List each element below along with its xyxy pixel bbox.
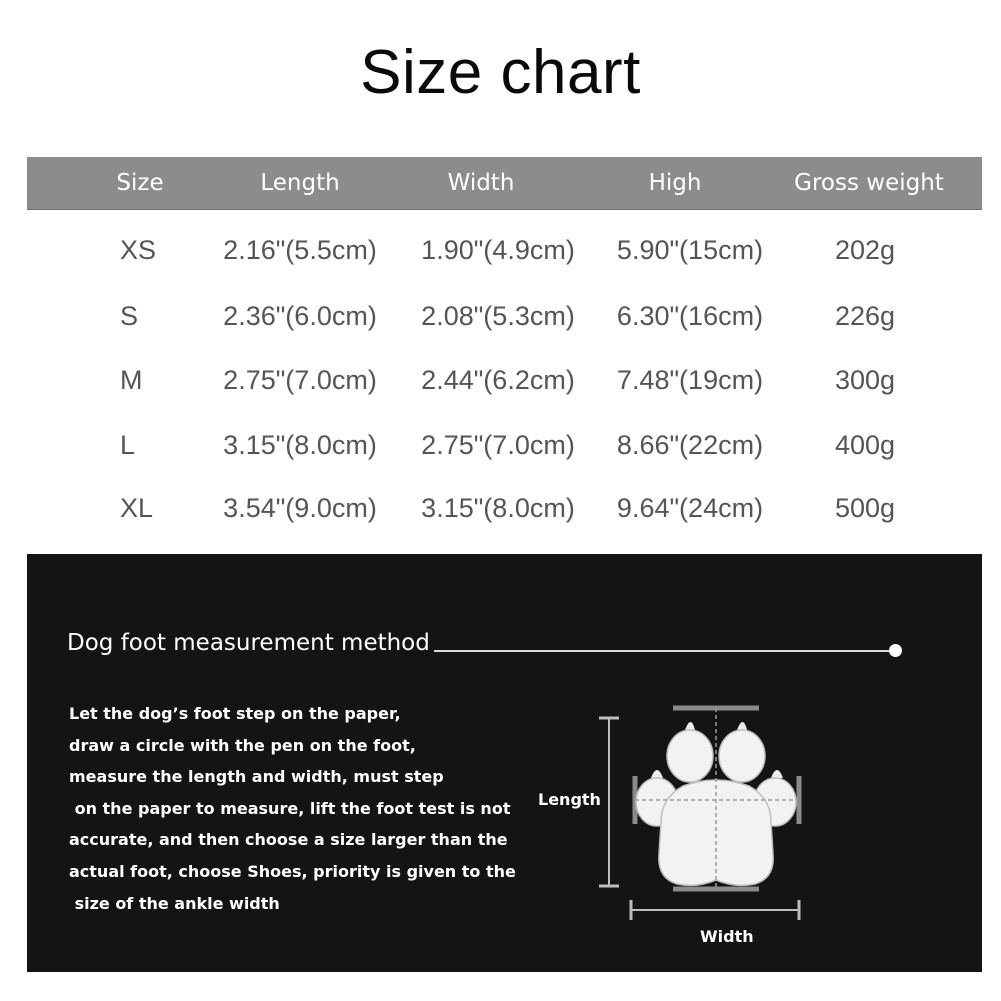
cell-width: 2.75"(7.0cm) xyxy=(421,430,575,460)
cell-width: 2.44"(6.2cm) xyxy=(421,365,575,395)
cell-length: 2.75"(7.0cm) xyxy=(223,365,377,395)
table-row xyxy=(0,488,1001,528)
instruction-line: size of the ankle width xyxy=(69,893,280,913)
header-length: Length xyxy=(260,170,340,196)
length-dimension-line xyxy=(599,718,619,886)
cell-weight: 226g xyxy=(834,301,896,331)
header-weight: Gross weight xyxy=(794,170,944,196)
measurement-panel xyxy=(27,554,982,972)
divider-dot xyxy=(889,644,902,657)
table-header xyxy=(27,157,982,209)
instruction-line: accurate, and then choose a size larger than the xyxy=(69,830,508,850)
divider-line xyxy=(434,650,894,652)
instruction-line: measure the length and width, must step xyxy=(69,767,444,787)
paw-diagram xyxy=(587,694,847,944)
width-label: Width xyxy=(700,927,754,946)
cell-weight: 300g xyxy=(834,365,896,395)
table-row xyxy=(0,296,1001,336)
width-dimension-line xyxy=(631,900,799,920)
instructions xyxy=(69,698,516,919)
header-width: Width xyxy=(447,170,515,196)
instruction-line: on the paper to measure, lift the foot test is not xyxy=(69,798,511,818)
method-title: Dog foot measurement method xyxy=(67,630,430,656)
cell-high: 8.66"(22cm) xyxy=(616,430,764,460)
cell-weight: 500g xyxy=(834,493,896,523)
cell-size: M xyxy=(120,365,143,395)
header-size: Size xyxy=(116,170,164,196)
cell-size: S xyxy=(120,301,139,331)
table-row xyxy=(0,360,1001,400)
cell-weight: 202g xyxy=(834,235,896,265)
cell-size: XL xyxy=(120,493,154,523)
table-row xyxy=(0,425,1001,465)
cell-length: 2.36"(6.0cm) xyxy=(223,301,377,331)
cell-size: XS xyxy=(120,235,157,265)
cell-width: 2.08"(5.3cm) xyxy=(421,301,575,331)
length-label: Length xyxy=(538,790,601,809)
instruction-line: draw a circle with the pen on the foot, xyxy=(69,735,416,755)
cell-length: 3.15"(8.0cm) xyxy=(223,430,377,460)
cell-width: 1.90"(4.9cm) xyxy=(421,235,575,265)
cell-high: 7.48"(19cm) xyxy=(616,365,764,395)
cell-size: L xyxy=(120,430,136,460)
table-row xyxy=(0,230,1001,270)
header-high: High xyxy=(648,170,702,196)
instruction-line: Let the dog’s foot step on the paper, xyxy=(69,704,401,723)
instruction-line: actual foot, choose Shoes, priority is given to the xyxy=(69,861,516,881)
page-title: Size chart xyxy=(360,38,641,107)
cell-high: 5.90"(15cm) xyxy=(616,235,764,265)
cell-length: 2.16"(5.5cm) xyxy=(223,235,377,265)
cell-length: 3.54"(9.0cm) xyxy=(223,493,377,523)
cell-width: 3.15"(8.0cm) xyxy=(421,493,575,523)
cell-high: 9.64"(24cm) xyxy=(616,493,764,523)
cell-weight: 400g xyxy=(834,430,896,460)
cell-high: 6.30"(16cm) xyxy=(616,301,764,331)
